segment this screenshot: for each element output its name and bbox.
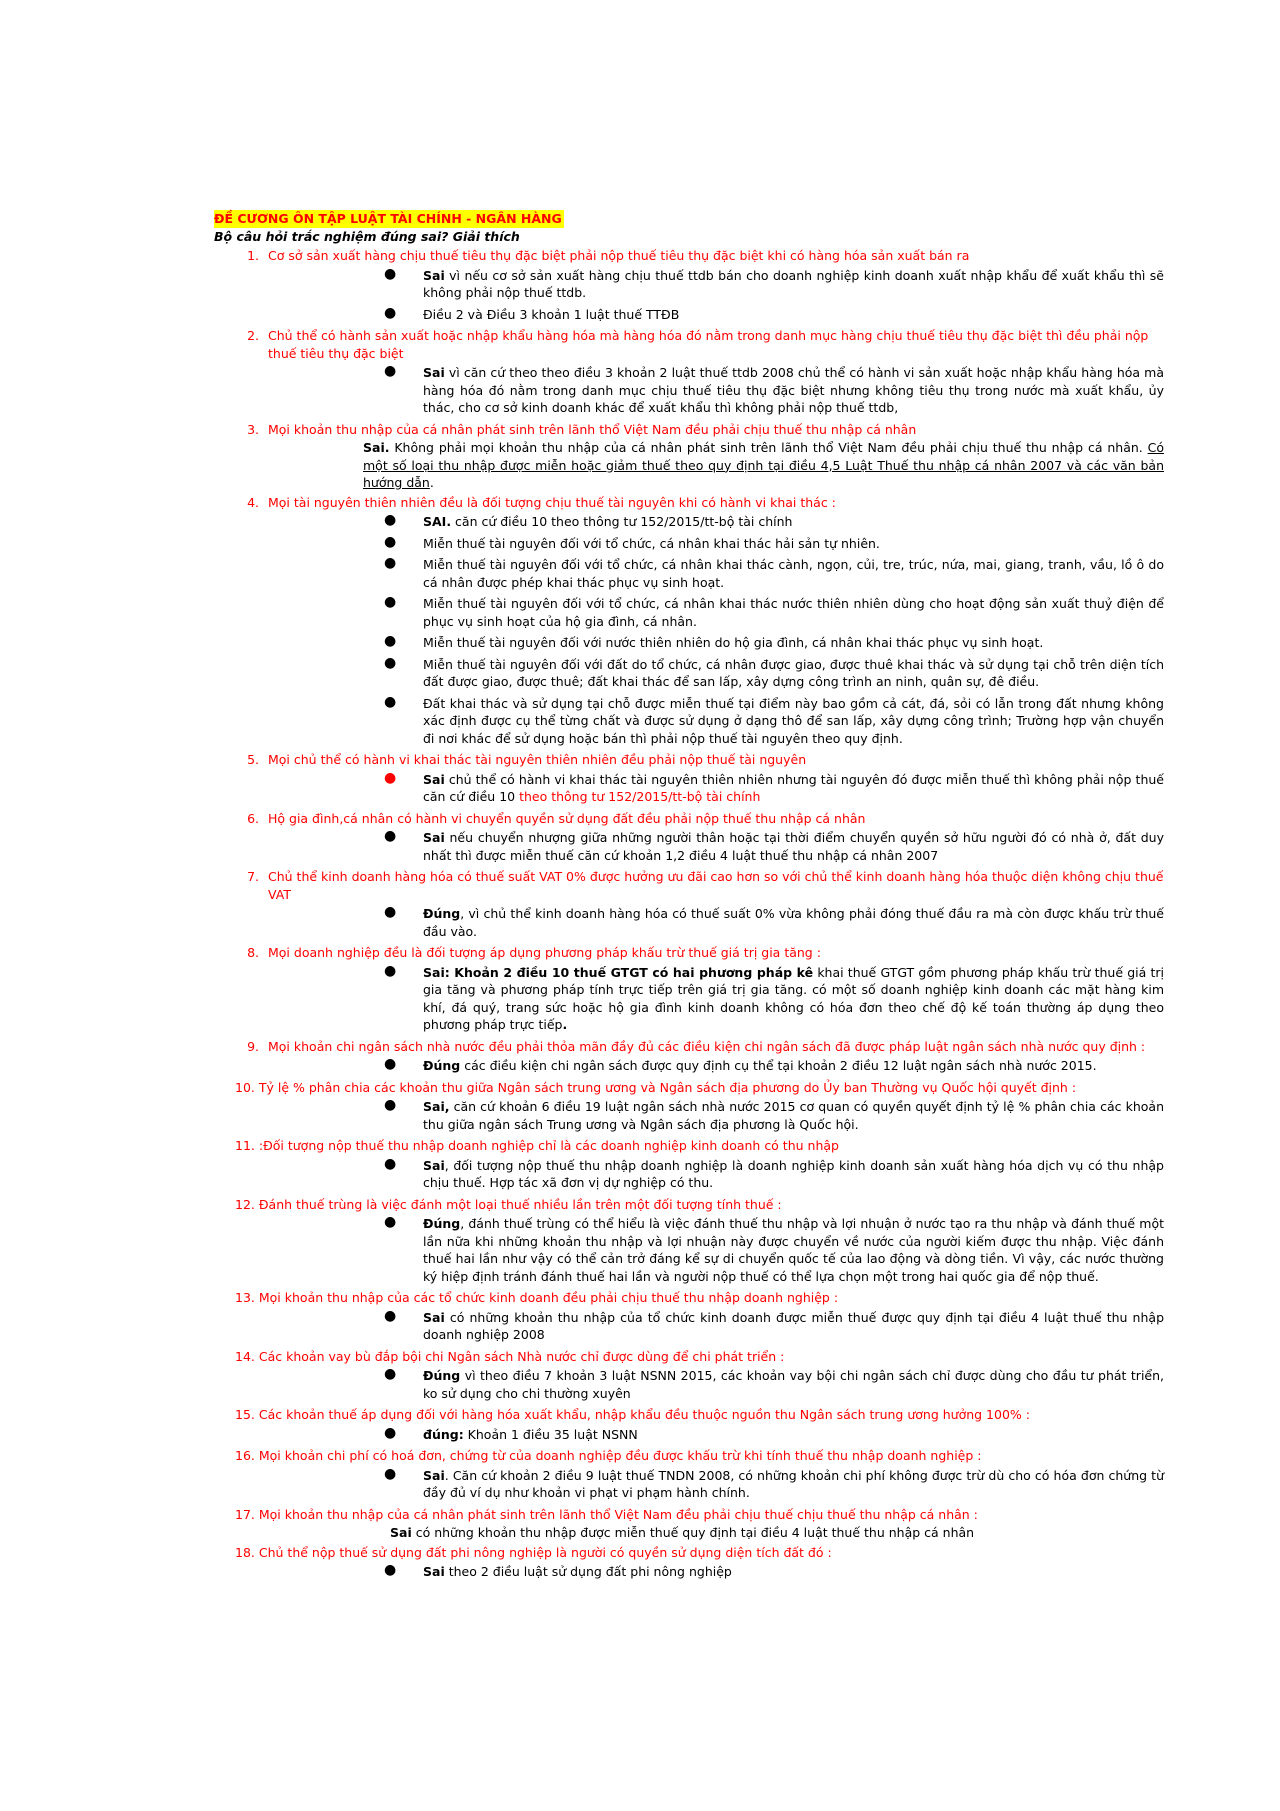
answer-item: ● Đúng, đánh thuế trùng có thể hiểu là việc đánh thuế thu nhập và lợi nhuận ở nước tạo ra thu nhập và đánh thuế một lần nữa khi những khoản thu nhập và lợi nhuận này được chuyển về nước của người kiếm được thu nhập. Việc đánh thuế hai lần như vậy có thể cản trở đáng kể sự di chuyển quốc tế của lao động và dòng tiền. Vì vậy, các nước thường ký hiệp định tránh đánh thuế hai lần và người nộp thuế có thể lựa chọn một trong hai quốc gia để nộp thuế. [384, 1214, 1164, 1284]
question-text: Mọi tài nguyên thiên nhiên đều là đối tượng chịu thuế tài nguyên khi có hành vi khai thác : [268, 494, 836, 510]
question-2 [214, 327, 1164, 417]
question-text: 11. :Đối tượng nộp thuế thu nhập doanh nghiệp chỉ là các doanh nghiệp kinh doanh có thu nhập [235, 1138, 839, 1153]
answer-item: ● Sai theo 2 điều luật sử dụng đất phi nông nghiệp [384, 1562, 732, 1579]
question-6 [214, 810, 1164, 865]
bullet-icon: ● [384, 1366, 397, 1382]
question-13 [214, 1289, 1164, 1344]
bullet-icon: ● [384, 1424, 397, 1441]
question-10 [214, 1079, 1164, 1134]
answer-item: ● Đất khai thác và sử dụng tại chỗ được miễn thuế tại điểm này bao gồm cả cát, đá, sỏi có lẫn trong đất nhưng không xác định được cụ thể từng chất và được sử dụng ở dạng thô để san lấp, xây dựng công trình; Trường hợp vận chuyển đi nơi khác để sử dụng hoặc bán thì phải nộp thuế tài nguyên theo quy định. [384, 693, 1164, 746]
bullet-icon: ● [384, 693, 397, 710]
question-18 [214, 1544, 1164, 1581]
question-15 [214, 1406, 1164, 1443]
question-text: 14. Các khoản vay bù đắp bội chi Ngân sách Nhà nước chỉ được dùng để chi phát triển : [235, 1348, 785, 1364]
question-3 [214, 421, 1164, 492]
question-text: 17. Mọi khoản thu nhập của cá nhân phát sinh trên lãnh thổ Việt Nam đều phải chịu thuế chịu thuế thu nhập cá nhân : [235, 1506, 978, 1522]
question-number: 8. [247, 945, 259, 960]
question-text: Chủ thể có hành sản xuất hoặc nhập khẩu hàng hóa mà hàng hóa đó nằm trong danh mục hàng chịu thuế tiêu thụ đặc biệt thì đều phải nộp thuế tiêu thụ đặc biệt [268, 328, 1149, 361]
answer-item: ● Sai, căn cứ khoản 6 điều 19 luật ngân sách nhà nước 2015 cơ quan có quyền quyết định tỷ lệ % phân chia các khoản thu giữa ngân sách Trung ương và Ngân sách địa phương là Quốc hội. [384, 1097, 1164, 1132]
question-number: 6. [247, 810, 259, 826]
bullet-icon: ● [384, 904, 397, 920]
bullet-icon: ● [384, 1056, 397, 1072]
question-text: 13. Mọi khoản thu nhập của các tổ chức kinh doanh đều phải chịu thuế thu nhập doanh nghiệp : [235, 1290, 839, 1305]
answer-item: ● Đúng vì theo điều 7 khoản 3 luật NSNN 2015, các khoản vay bội chi ngân sách chỉ được dùng cho đầu tư phát triển, ko sử dụng cho chi thường xuyên [384, 1366, 1164, 1401]
document-title: ĐỀ CƯƠNG ÔN TẬP LUẬT TÀI CHÍNH - NGÂN HÀNG [214, 211, 562, 226]
answer-item: ● Đúng các điều kiện chi ngân sách được quy định cụ thể tại khoản 2 điều 12 luật ngân sách nhà nước 2015. [384, 1056, 1097, 1073]
question-number: 3. [247, 421, 259, 437]
answer-item: ● Sai nếu chuyển nhượng giữa những người thân hoặc tại thời điểm chuyển quyền sở hữu người đó có nhà ở, đất duy nhất thì được miễn thuế căn cứ khoản 1,2 điều 4 luật thuế thu nhập cá nhân 2007 [384, 828, 1164, 863]
bullet-icon: ● [384, 555, 397, 571]
bullet-icon: ● [384, 1562, 397, 1578]
answer-item: ● SAI. căn cứ điều 10 theo thông tư 152/2015/tt-bộ tài chính [384, 512, 793, 529]
question-8 [214, 944, 1164, 1034]
document-page [214, 210, 1164, 1585]
question-list [214, 247, 1164, 1581]
question-text: Hộ gia đình,cá nhân có hành vi chuyển quyền sử dụng đất đều phải nộp thuế thu nhập cá nhân [268, 810, 866, 826]
question-number: 5. [247, 752, 259, 767]
bullet-icon: ● [384, 533, 397, 550]
question-number: 4. [247, 494, 259, 510]
question-text: 12. Đánh thuế trùng là việc đánh một loại thuế nhiều lần trên một đối tượng tính thuế : [235, 1196, 782, 1212]
bullet-icon: ● [384, 962, 397, 979]
question-text: Mọi chủ thể có hành vi khai thác tài nguyên thiên nhiên đều phải nộp thuế tài nguyên [268, 752, 807, 767]
answer-item: ● Đúng, vì chủ thể kinh doanh hàng hóa có thuế suất 0% vừa không phải đóng thuế đầu ra mà còn được khấu trừ thuế đầu vào. [384, 904, 1164, 939]
answer-paragraph: Sai có những khoản thu nhập được miễn thuế quy định tại điều 4 luật thuế thu nhập cá nhân [390, 1525, 975, 1540]
question-16 [214, 1447, 1164, 1502]
answer-item: ● Miễn thuế tài nguyên đối với nước thiên nhiên do hộ gia đình, cá nhân khai thác phục vụ sinh hoạt. [384, 633, 1044, 650]
question-number: 2. [247, 328, 259, 343]
question-9 [214, 1038, 1164, 1075]
bullet-icon: ● [384, 654, 397, 671]
question-text: 15. Các khoản thuế áp dụng đối với hàng hóa xuất khẩu, nhập khẩu đều thuộc nguồn thu Ngân sách trung ương hưởng 100% : [235, 1407, 1030, 1422]
bullet-icon: ● [384, 363, 397, 379]
answer-item: ● Sai chủ thể có hành vi khai thác tài nguyên thiên nhiên nhưng tài nguyên đó được miễn thuế thì không phải nộp thuế căn cứ điều 10 theo thông tư 152/2015/tt-bộ tài chính [384, 769, 1164, 804]
document-subtitle: Bộ câu hỏi trắc nghiệm đúng sai? Giải thích [214, 228, 520, 244]
question-text: Chủ thể kinh doanh hàng hóa có thuế suất VAT 0% được hưởng ưu đãi cao hơn so với chủ thể kinh doanh hàng hóa thuộc diện không chịu thuế VAT [268, 869, 1164, 902]
bullet-icon: ● [384, 594, 397, 610]
question-text: Cơ sở sản xuất hàng chịu thuế tiêu thụ đặc biệt phải nộp thuế tiêu thụ đặc biệt khi có hàng hóa sản xuất bán ra [268, 248, 970, 263]
question-text: 16. Mọi khoản chi phí có hoá đơn, chứng từ của doanh nghiệp đều được khấu trừ khi tính thuế thu nhập doanh nghiệp : [235, 1448, 982, 1463]
question-12 [214, 1196, 1164, 1286]
bullet-icon: ● [384, 1214, 397, 1230]
bullet-icon: ● [384, 512, 397, 528]
answer-item: ● Sai. Căn cứ khoản 2 điều 9 luật thuế TNDN 2008, có những khoản chi phí không được trừ dù cho có hóa đơn chứng từ đầy đủ ví dụ như khoản vi phạt vi phạm hành chính. [384, 1465, 1164, 1500]
question-1 [214, 247, 1164, 323]
answer-paragraph: Sai. Không phải mọi khoản thu nhập của cá nhân phát sinh trên lãnh thổ Việt Nam đều phải chịu thuế thu nhập cá nhân. Có một số loại thu nhập được miễn hoặc giảm thuế theo quy định tại điều 4,5 Luật Thuế thu nhập cá nhân 2007 và các văn bản hướng dẫn. [363, 440, 1164, 490]
question-14 [214, 1348, 1164, 1403]
question-11 [214, 1137, 1164, 1192]
question-text: 10. Tỷ lệ % phân chia các khoản thu giữa Ngân sách trung ương và Ngân sách địa phương do Ủy ban Thường vụ Quốc hội quyết định : [235, 1079, 1077, 1095]
question-7 [214, 868, 1164, 940]
bullet-icon: ● [384, 304, 397, 321]
question-4 [214, 494, 1164, 748]
answer-item: ● Điều 2 và Điều 3 khoản 1 luật thuế TTĐB [384, 304, 680, 322]
bullet-icon: ● [384, 265, 397, 282]
answer-item: ● đúng: Khoản 1 điều 35 luật NSNN [384, 1424, 638, 1442]
bullet-icon: ● [384, 633, 397, 649]
question-number: 9. [247, 1038, 259, 1054]
answer-item: ● Sai: Khoản 2 điều 10 thuế GTGT có hai phương pháp kê khai thuế GTGT gồm phương pháp khấu trừ thuế giá trị gia tăng và phương pháp tính trực tiếp trên giá trị gia tăng. có một số doanh nghiệp kinh doanh các mặt hàng kim khí, đá quý, trang sức hoặc hộ gia đình kinh doanh không có hóa đơn theo chế độ kế toán thường áp dụng theo phương pháp trực tiếp. [384, 962, 1164, 1032]
question-text: Mọi khoản chi ngân sách nhà nước đều phải thỏa mãn đầy đủ các điều kiện chi ngân sách đã được pháp luật ngân sách nhà nước quy định : [268, 1038, 1146, 1054]
bullet-icon: ● [384, 1097, 397, 1113]
answer-item: ● Sai vì nếu cơ sở sản xuất hàng chịu thuế ttdb bán cho doanh nghiệp kinh doanh xuất nhập khẩu để xuất khẩu thì sẽ không phải nộp thuế ttdb. [384, 265, 1164, 300]
answer-item: ● Miễn thuế tài nguyên đối với đất do tổ chức, cá nhân được giao, được thuê khai thác và sử dụng tại chỗ trên diện tích đất được giao, được thuê; đất khai thác để san lấp, xây dựng công trình an ninh, quân sự, đê điều. [384, 654, 1164, 689]
answer-item: ● Miễn thuế tài nguyên đối với tổ chức, cá nhân khai thác hải sản tự nhiên. [384, 533, 880, 551]
question-text: Mọi khoản thu nhập của cá nhân phát sinh trên lãnh thổ Việt Nam đều phải chịu thuế thu nhập cá nhân [268, 421, 917, 437]
answer-item: ● Sai vì căn cứ theo theo điều 3 khoản 2 luật thuế ttdb 2008 chủ thể có hành vi sản xuất hoặc nhập khẩu hàng hóa mà hàng hóa đó nằm trong danh mục chịu thuế tiêu thụ đặc biệt nhưng không tiêu thụ trong nước mà xuất khẩu, ủy thác, cho cơ sở kinh doanh khác để xuất khẩu thì không phải nộp thuế ttdb, [384, 363, 1164, 415]
answer-item: ● Miễn thuế tài nguyên đối với tổ chức, cá nhân khai thác nước thiên nhiên dùng cho hoạt động sản xuất thuỷ điện để phục vụ sinh hoạt của hộ gia đình, cá nhân. [384, 594, 1164, 629]
answer-item: ● Miễn thuế tài nguyên đối với tổ chức, cá nhân khai thác cành, ngọn, củi, tre, trúc, nứa, mai, giang, tranh, vầu, lồ ô do cá nhân được phép khai thác phục vụ sinh hoạt. [384, 555, 1164, 590]
question-text: 18. Chủ thể nộp thuế sử dụng đất phi nông nghiệp là người có quyền sử dụng diện tích đất đó : [235, 1544, 832, 1560]
bullet-icon: ● [384, 1307, 397, 1324]
answer-item: ● Sai có những khoản thu nhập của tổ chức kinh doanh được miễn thuế được quy định tại điều 4 luật thuế thu nhập doanh nghiệp 2008 [384, 1307, 1164, 1342]
bullet-icon: ● [384, 1155, 397, 1172]
question-number: 7. [247, 869, 259, 884]
question-number: 1. [247, 248, 259, 263]
bullet-icon: ● [384, 769, 397, 786]
question-text: Mọi doanh nghiệp đều là đối tượng áp dụng phương pháp khấu trừ thuế giá trị gia tăng : [268, 945, 821, 960]
question-17 [214, 1506, 1164, 1542]
bullet-icon: ● [384, 1465, 397, 1482]
answer-item: ● Sai, đối tượng nộp thuế thu nhập doanh nghiệp là doanh nghiệp kinh doanh sản xuất hàng hóa dịch vụ có thu nhập chịu thuế. Hợp tác xã đơn vị dự nghiệp có thu. [384, 1155, 1164, 1190]
bullet-icon: ● [384, 828, 397, 844]
question-5 [214, 751, 1164, 806]
